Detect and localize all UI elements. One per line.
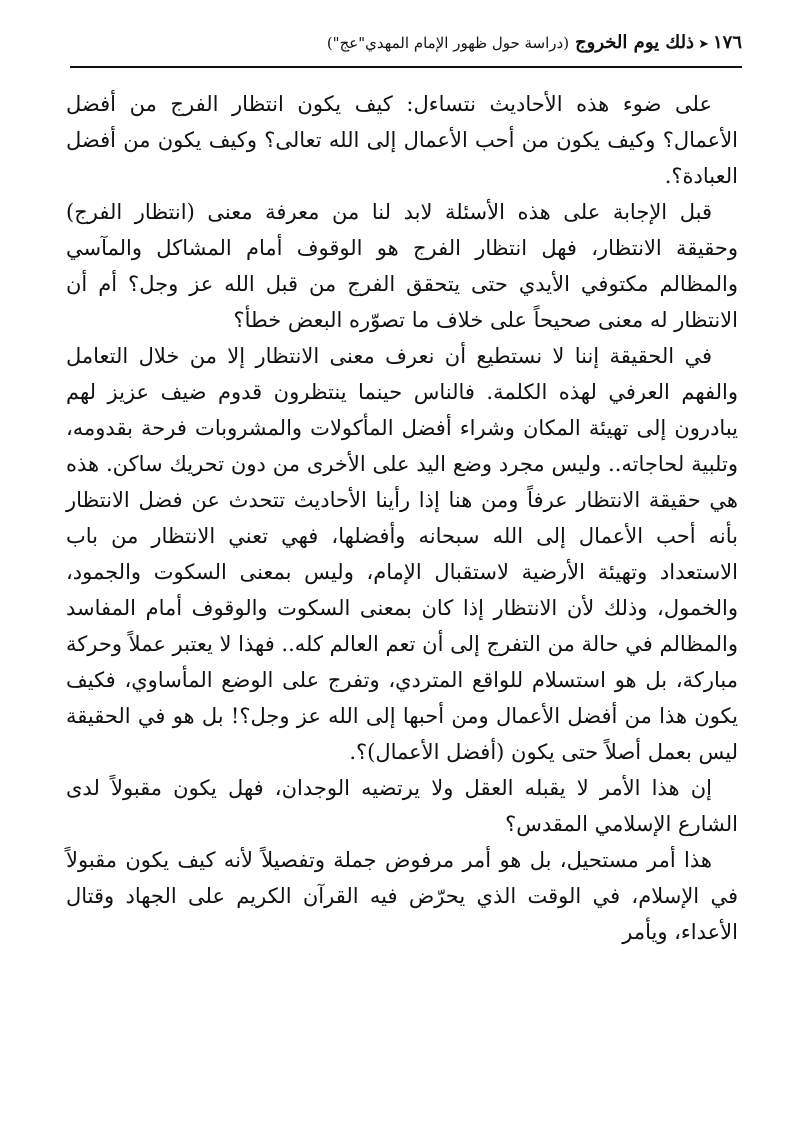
header-rule bbox=[70, 66, 742, 68]
paragraph: هذا أمر مستحيل، بل هو أمر مرفوض جملة وتفصيلاً لأنه كيف يكون مقبولاً في الإسلام، في الوقت الذي يحرّض فيه القرآن الكريم على الجهاد وقتال الأعداء، ويأمر bbox=[66, 848, 738, 944]
page-header bbox=[70, 32, 742, 53]
page-number: ١٧٦ bbox=[712, 32, 742, 53]
paragraph: إن هذا الأمر لا يقبله العقل ولا يرتضيه الوجدان، فهل يكون مقبولاً لدى الشارع الإسلامي المقدس؟ bbox=[66, 776, 738, 836]
book-subtitle: (دراسة حول ظهور الإمام المهدي"عج") bbox=[326, 34, 570, 52]
book-title: ذلك يوم الخروج bbox=[575, 32, 695, 53]
arrow-icon: ➤ bbox=[698, 37, 709, 52]
paragraph: قبل الإجابة على هذه الأسئلة لابد لنا من معرفة معنى (انتظار الفرج) وحقيقة الانتظار، فهل انتظار الفرج هو الوقوف أمام المشاكل والمآسي والمظالم مكتوفي الأيدي حتى يتحقق الفرج من قبل الله عز وجل؟ أم أن الانتظار له معنى صحيحاً على خلاف ما تصوّره البعض خطأ؟ bbox=[66, 200, 738, 332]
paragraph: على ضوء هذه الأحاديث نتساءل: كيف يكون انتظار الفرج من أفضل الأعمال؟ وكيف يكون من أحب الأعمال إلى الله تعالى؟ وكيف يكون من أفضل العبادة؟. bbox=[66, 92, 738, 188]
body-text bbox=[66, 86, 738, 950]
paragraph: في الحقيقة إننا لا نستطيع أن نعرف معنى الانتظار إلا من خلال التعامل والفهم العرفي لهذه الكلمة. فالناس حينما ينتظرون قدوم ضيف عزيز لهم يبادرون إلى تهيئة المكان وشراء أفضل المأكولات والمشروبات فرحة بقدومه، وتلبية لحاجاته.. وليس مجرد وضع اليد على الأخرى من دون تحريك ساكن. هذه هي حقيقة الانتظار عرفاً ومن هنا إذا رأينا الأحاديث تتحدث عن فضل الانتظار بأنه أحب الأعمال إلى الله سبحانه وأفضلها، فهي تعني الانتظار من باب الاستعداد وتهيئة الأرضية لاستقبال الإمام، وليس بمعنى السكوت والجمود، والخمول، وذلك لأن الانتظار إذا كان بمعنى السكوت والوقوف أمام المفاسد والمظالم في حالة من التفرج إلى أن تعم العالم كله.. فهذا لا يعتبر عملاً وحركة مباركة، بل هو استسلام للواقع المتردي، وتفرج على الوضع المأساوي، فكيف يكون هذا من أفضل الأعمال ومن أحبها إلى الله عز وجل؟! بل هو في الحقيقة ليس بعمل أصلاً حتى يكون (أفضل الأعمال)؟. bbox=[66, 344, 738, 764]
